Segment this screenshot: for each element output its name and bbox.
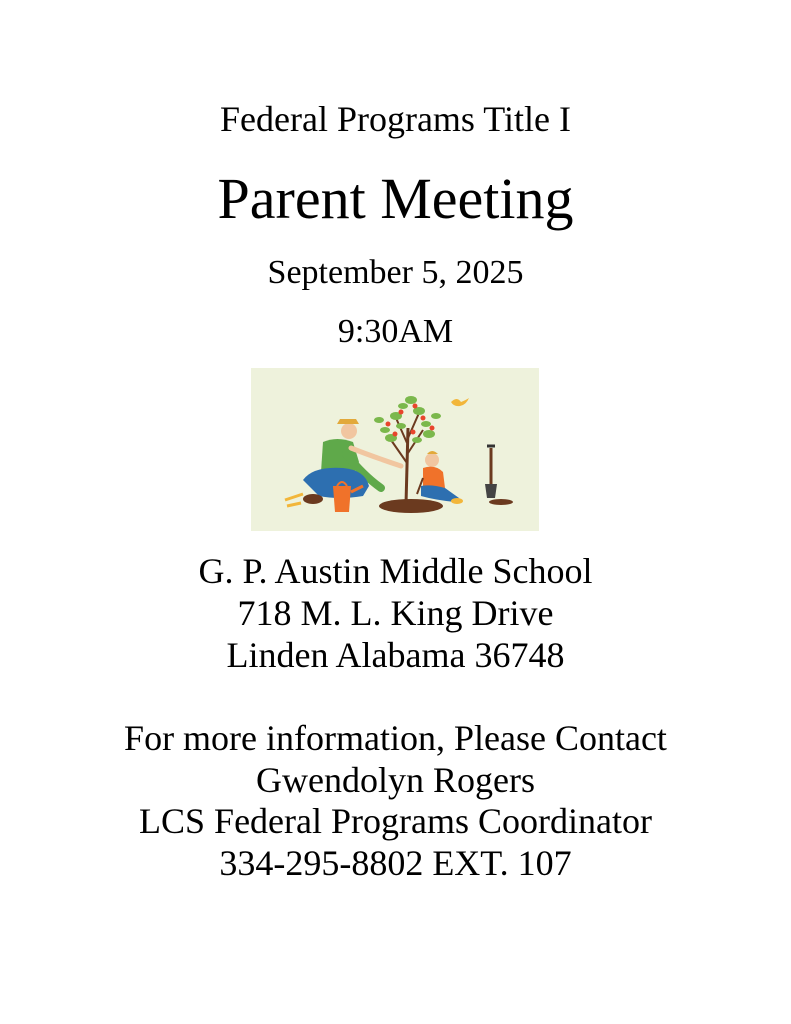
- adult-shoe: [303, 494, 323, 504]
- city-state-zip: Linden Alabama 36748: [226, 635, 565, 675]
- meeting-time: 9:30AM: [337, 313, 454, 350]
- street-address: 718 M. L. King Drive: [237, 593, 554, 633]
- child-hair: [427, 451, 438, 454]
- flyer-subtitle: Federal Programs Title I: [220, 99, 571, 139]
- contact-intro: For more information, Please Contact: [124, 718, 667, 758]
- flyer-title: Parent Meeting: [217, 166, 574, 231]
- meeting-date: September 5, 2025: [267, 254, 524, 291]
- soil-mound: [379, 499, 443, 513]
- gardening-illustration-svg: [251, 368, 539, 531]
- child-head: [425, 453, 439, 467]
- adult-head: [341, 423, 357, 439]
- bird-icon: [451, 398, 469, 406]
- garden-tools-icon: [285, 494, 303, 506]
- child-shoe: [451, 498, 463, 504]
- shovel-icon: [485, 484, 497, 498]
- contact-phone: 334-295-8802 EXT. 107: [219, 843, 572, 883]
- school-name: G. P. Austin Middle School: [198, 551, 593, 591]
- watering-can-icon: [333, 486, 351, 512]
- contact-role: LCS Federal Programs Coordinator: [139, 801, 652, 841]
- soil-pile: [489, 499, 513, 505]
- contact-name: Gwendolyn Rogers: [256, 760, 535, 800]
- gardening-family-illustration: [251, 368, 539, 531]
- adult-hat: [337, 419, 359, 424]
